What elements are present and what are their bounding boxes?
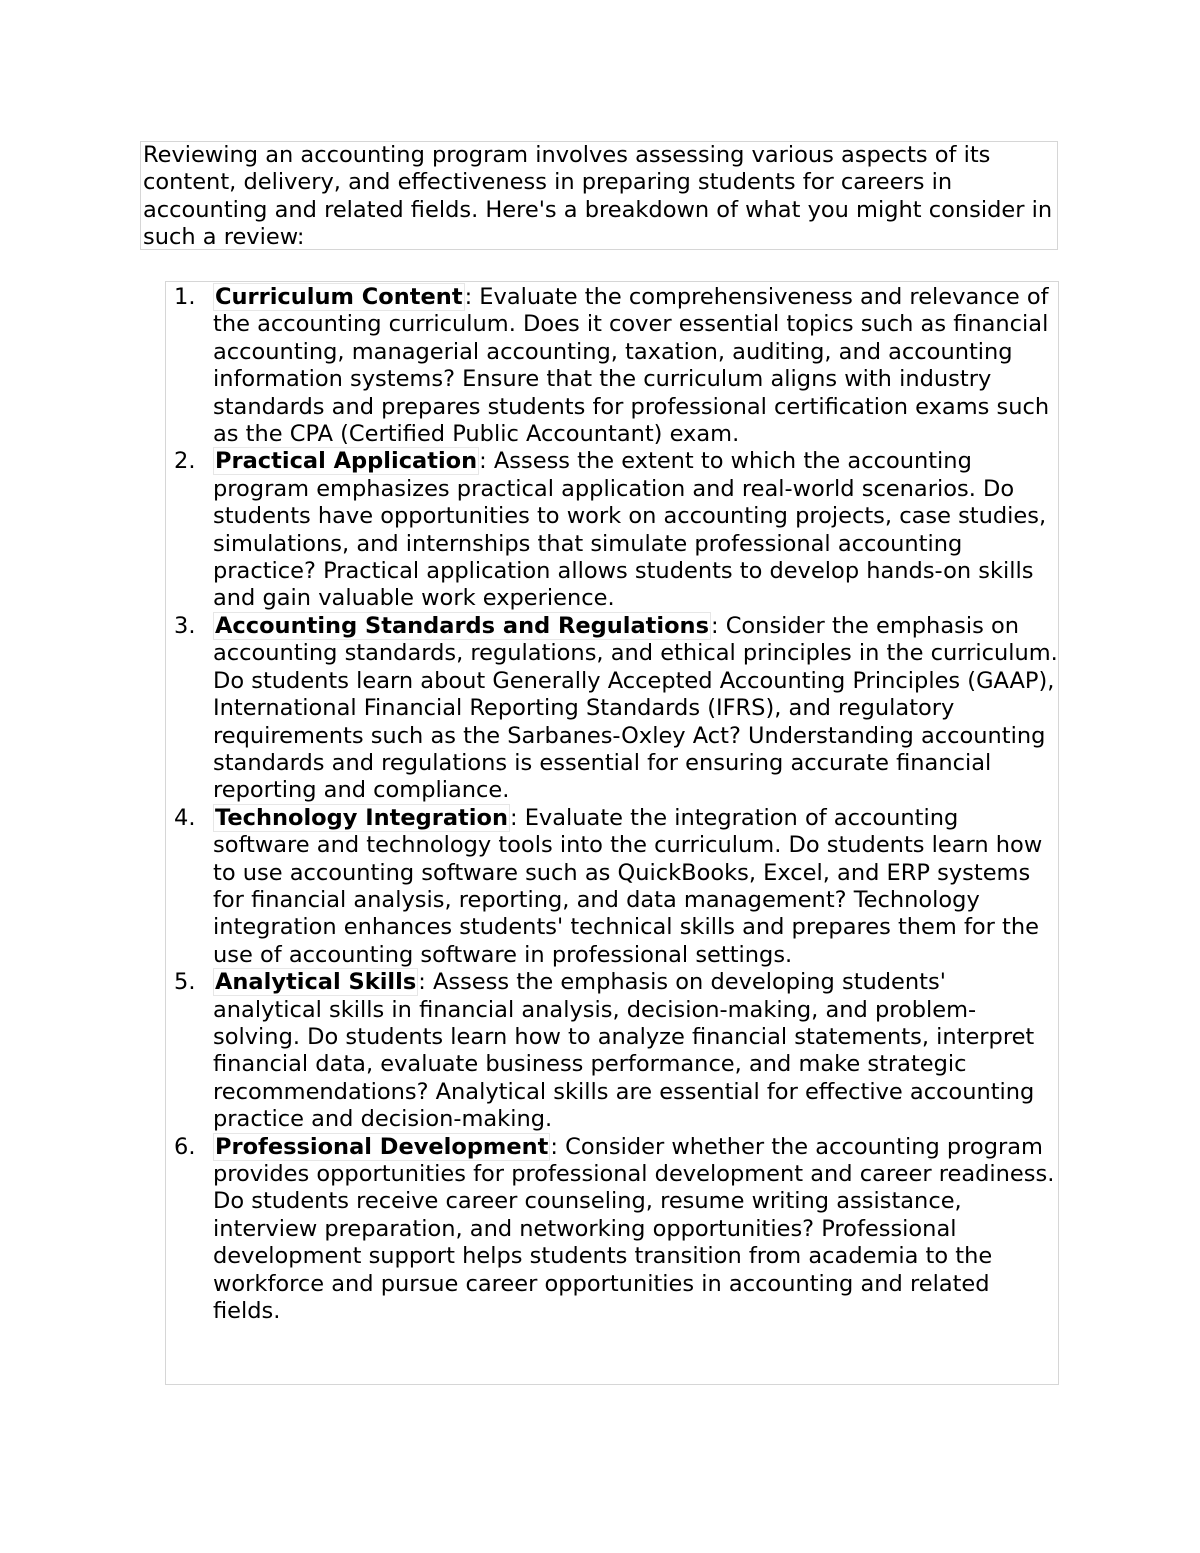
list-item-text: : Evaluate the integration of accounting software and technology tools into the curriculum. Do students learn how to use accounting software such as QuickBooks, Excel, and ERP systems for financial analysis, reporting, and data management? Technology integration enhances students' technical skills and prepares them for the use of accounting software in professional settings. — [213, 804, 1043, 968]
list-item-term: Technology Integration — [215, 804, 508, 831]
list-item-text: : Assess the extent to which the accounting program emphasizes practical application and real-world scenarios. Do students have opportunities to work on accounting projects, case studies, simulations, and internships that simulate professional accounting practice? Practical application allows students to develop hands-on skills and gain valuable work experience. — [213, 448, 1047, 612]
list-item-number: 5. — [174, 969, 196, 996]
list-item-number: 4. — [174, 804, 196, 831]
list-item-term: Professional Development — [215, 1133, 549, 1160]
list-item-text: : Consider the emphasis on accounting standards, regulations, and ethical principles in the curriculum. Do students learn about Generally Accepted Accounting Principles (GAAP), International Financial Reporting Standards (IFRS), and regulatory requirements such as the Sarbanes-Oxley Act? Understanding accounting standards and regulations is essential for ensuring accurate financial reporting and compliance. — [213, 612, 1058, 804]
list-item — [174, 804, 1058, 969]
list-item — [174, 1133, 1058, 1326]
list-item-term: Practical Application — [215, 448, 478, 475]
list-item — [174, 284, 1058, 448]
list-item-term: Analytical Skills — [215, 969, 417, 996]
list-item-term: Curriculum Content — [215, 284, 463, 310]
list-item-number: 3. — [174, 612, 196, 639]
intro-text: Reviewing an accounting program involves assessing various aspects of its content, delivery, and effectiveness in preparing students for careers in accounting and related fields. Here's a breakdown of what you might consider in such a review: — [143, 142, 1053, 251]
list-item-number: 1. — [174, 284, 196, 310]
list-item-number: 2. — [174, 448, 196, 475]
list-item — [174, 448, 1058, 612]
list-item — [174, 969, 1058, 1133]
review-list-container — [165, 281, 1059, 1385]
list-item-text: : Assess the emphasis on developing students' analytical skills in financial analysis, decision-making, and problem-solving. Do students learn how to analyze financial statements, interpret financial data, evaluate business performance, and make strategic recommendations? Analytical skills are essential for effective accounting practice and decision-making. — [213, 969, 1035, 1133]
list-item-number: 6. — [174, 1133, 196, 1160]
list-item-term: Accounting Standards and Regulations — [215, 612, 709, 639]
intro-paragraph — [140, 141, 1058, 250]
list-item — [174, 612, 1058, 805]
list-item-text: : Evaluate the comprehensiveness and relevance of the accounting curriculum. Does it cover essential topics such as financial accounting, managerial accounting, taxation, auditing, and accounting information systems? Ensure that the curriculum aligns with industry standards and prepares students for professional certification exams such as the CPA (Certified Public Accountant) exam. — [213, 284, 1050, 448]
list-item-text: : Consider whether the accounting program provides opportunities for professional development and career readiness. Do students receive career counseling, resume writing assistance, interview preparation, and networking opportunities? Professional development support helps students transition from academia to the workforce and pursue career opportunities in accounting and related fields. — [213, 1133, 1055, 1325]
review-list — [166, 282, 1058, 1325]
